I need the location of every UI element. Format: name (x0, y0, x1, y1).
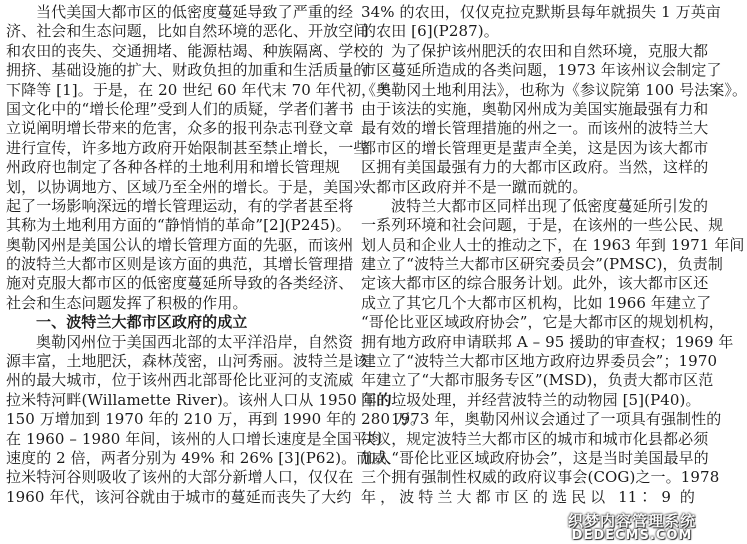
section-heading (6, 313, 340, 332)
text-line: 围的垃圾处理，并经营波特兰的动物园 [5](P40)。 (361, 390, 701, 409)
text-line: 源丰富，土地肥沃，森林茂密，山河秀丽。波特兰是该 (6, 352, 369, 371)
paragraph (361, 410, 722, 507)
text-line: 划人员和企业人士的推动之下，在 1963 年到 1971 年间 (361, 235, 745, 254)
text-line: 建立了“波特兰大都市区研究委员会”(PMSC)，负责制 (361, 255, 723, 274)
text-line: 划，以协调地方、区域乃至全州的增长。于是，美国兴 (6, 177, 369, 196)
text-line: 由于该法的实施，奥勒冈州成为美国实施最强有力和 (361, 99, 709, 118)
text-line: 的波特兰大都市区则是该方面的典范，其增长管理措 (6, 255, 354, 274)
text-line: 施对克服大都市区的低密度蔓延所导致的各类经济、 (6, 274, 354, 293)
text-line: 进行宣传，许多地方政府开始限制甚至禁止增长，一些 (6, 138, 369, 157)
text-line: 150 万增加到 1970 年的 210 万，再到 1990 年的 280 万。 (6, 410, 426, 429)
text-line: 都市区的增长管理更是蜚声全美，这是因为该大都市 (361, 138, 709, 157)
text-line: 成立了其它几个大都市区机构，比如 1966 年建立了 (361, 293, 712, 312)
text-line: 大都市区政府并不是一蹴而就的。 (361, 177, 588, 196)
text-line: 年，波特兰大都市区的选民以 11∶ 9 的 (361, 487, 695, 506)
text-line: 建立了“波特兰大都市区地方政府边界委员会”；1970 (361, 352, 718, 371)
watermark-line-2: DEDECMS.COM (571, 528, 693, 543)
text-line: “哥伦比亚区域政府协会”，它是大都市区的规划机构， (361, 313, 724, 332)
paragraph (6, 332, 426, 508)
text-line: 的农田 [6](P287)。 (361, 22, 499, 41)
text-line: 州的最大城市，位于该州西北部哥伦比亚河的支流威 (6, 371, 354, 390)
text-line: 1973 年，奥勒冈州议会通过了一项具有强制性的 (391, 410, 722, 429)
text-line: 在 1960 – 1980 年间，该州的人口增长速度是全国平均 (6, 429, 383, 448)
text-line: 奥勒冈州位于美国西北部的太平洋沿岸，自然资 (36, 332, 354, 351)
text-line: 加入“哥伦比亚区域政府协会”，这是当时美国最早的 (361, 448, 709, 467)
text-line: 州政府也制定了各种各样的土地利用和增长管理规 (6, 158, 340, 177)
paragraph (6, 3, 392, 313)
text-line: 拉米特河谷则吸收了该州的大部分新增人口，仅仅在 (6, 468, 354, 487)
text-line: 波特兰大都市区同样出现了低密度蔓延所引发的 (391, 196, 709, 215)
text-line: 下降等 [1]。于是，在 20 世纪 60 年代末 70 年代初，美 (6, 80, 392, 99)
text-line: 定该大都市区的综合服务计划。此外，该大都市区还 (361, 274, 709, 293)
text-line: 决议，规定波特兰大都市区的城市和城市化县都必须 (361, 429, 709, 448)
text-line: 年建立了“大都市服务专区”(MSD)，负责大都市区范 (361, 371, 714, 390)
text-line: 立说阐明增长带来的危害，众多的报刊杂志刊登文章 (6, 119, 354, 138)
text-line: 最有效的增长管理措施的州之一。而该州的波特兰大 (361, 119, 709, 138)
text-line: 拉米特河畔(Willamette River)。该州人口从 1950 年的 (6, 390, 393, 409)
text-line: 《奥勒冈土地利用法》，也称为《参议院第 100 号法案》。 (361, 80, 747, 99)
paragraph (361, 196, 745, 410)
text-line: 区拥有美国最强有力的大都市区政府。当然，这样的 (361, 158, 709, 177)
watermark (566, 513, 698, 543)
text-line: 国文化中的“增长伦理”受到人们的质疑，学者们著书 (6, 99, 354, 118)
watermark-line-1: 织梦内容管理系统 (567, 512, 696, 530)
left-column (6, 3, 426, 507)
text-line: 起了一场影响深远的增长管理运动，有的学者甚至将 (6, 196, 354, 215)
text-line: 当代美国大都市区的低密度蔓延导致了严重的经 (36, 3, 354, 21)
text-line: 拥挤、基础设施的扩大、财政负担的加重和生活质量的 (6, 61, 369, 80)
text-line: 三个拥有强制性权威的政府议事会(COG)之一。1978 (361, 468, 720, 487)
text-line: 34% 的农田，仅仅克拉克默斯县每年就损失 1 万英亩 (361, 3, 721, 21)
text-line: 1960 年代，该河谷就由于城市的蔓延而丧失了大约 (6, 487, 352, 506)
text-line: 市区蔓延所造成的各类问题，1973 年该州议会制定了 (361, 61, 722, 80)
paragraph (361, 41, 747, 197)
text-line: 一、波特兰大都市区政府的成立 (36, 313, 248, 332)
text-line: 其称为土地利用方面的“静悄悄的革命”[2](P245)。 (6, 216, 351, 235)
text-line: 奥勒冈州是美国公认的增长管理方面的先驱，而该州 (6, 235, 354, 254)
text-line: 一系列环境和社会问题，于是，在该州的一些公民、规 (361, 216, 724, 235)
text-line: 和农田的丧失、交通拥堵、能源枯竭、种族隔离、学校的 (6, 41, 384, 60)
text-line: 拥有地方政府申请联邦 A – 95 援助的审查权；1969 年 (361, 332, 734, 351)
text-line: 为了保护该州肥沃的农田和自然环境，克服大都 (391, 41, 709, 60)
right-column (361, 3, 747, 507)
text-line: 济、社会和生态问题，比如自然环境的恶化、开放空间 (6, 22, 369, 41)
paragraph (361, 3, 721, 42)
text-line: 社会和生态问题发挥了积极的作用。 (6, 293, 248, 312)
text-line: 速度的 2 倍，两者分别为 49% 和 26% [3](P62)。而威 (6, 448, 387, 467)
